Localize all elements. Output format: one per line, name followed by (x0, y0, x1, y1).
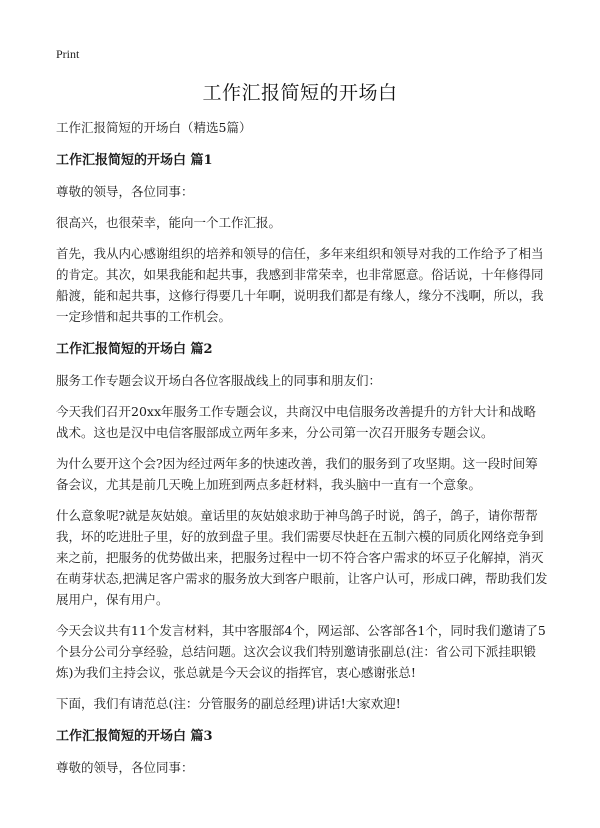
paragraph: 今天我们召开20xx年服务工作专题会议，共商汉中电信服务改善提升的方针大计和战略战术。这也是汉中电信客服部成立两年多来，分公司第一次召开服务专题会议。 (56, 404, 537, 440)
paragraph: 为什么要开这个会?因为经过两年多的快速改善，我们的服务到了攻坚期。这一段时间筹备会议，尤其是前几天晚上加班到两点多赶材料，我头脑中一直有一个意象。 (56, 456, 538, 492)
paragraph: 今天会议共有11个发言材料，其中客服部4个，网运部、公客部各1个，同时我们邀请了5个县分公司分享经验，总结问题。这次会议我们特别邀请张副总(注：省公司下派挂职锻炼)为我们主持会议，张总就是今天会议的指挥官，衷心感谢张总! (56, 623, 546, 680)
paragraph: 尊敬的领导，各位同事： (56, 184, 194, 199)
paragraph: 什么意象呢?就是灰姑娘。童话里的灰姑娘求助于神鸟鸽子时说，鸽子，鸽子，请你帮帮我，坏的吃进肚子里，好的放到盘子里。我们需要尽快赶在五制六模的同质化网络竞争到来之前，把服务的优势做出来，把服务过程中一切不符合客户需求的坏豆子化解掉，消灭在萌芽状态,把满足客户需求的服务放大到客户眼前，让客户认可，形成口碑，帮助我们发展用户，保有用户。 (56, 508, 548, 607)
section-heading-3: 工作汇报简短的开场白 篇3 (56, 729, 213, 744)
page-title: 工作汇报简短的开场白 (202, 82, 398, 104)
section-heading-1: 工作汇报简短的开场白 篇1 (56, 153, 213, 168)
paragraph: 服务工作专题会议开场白各位客服战线上的同事和朋友们： (56, 373, 382, 388)
paragraph: 首先，我从内心感谢组织的培养和领导的信任，多年来组织和领导对我的工作给予了相当的肯定。其次，如果我能和起共事，我感到非常荣幸，也非常愿意。俗话说，十年修得同船渡，能和起共事，这修行得要几十年啊，说明我们都是有缘人，缘分不浅啊，所以，我一定珍惜和起共事的工作机会。 (56, 246, 544, 324)
document-subtitle: 工作汇报简短的开场白（精选5篇） (56, 120, 252, 135)
paragraph: 很高兴，也很荣幸，能向一个工作汇报。 (56, 215, 282, 230)
document-body (56, 117, 548, 788)
paragraph: 尊敬的领导，各位同事： (56, 760, 194, 775)
print-link[interactable]: Print (56, 47, 80, 61)
section-heading-2: 工作汇报简短的开场白 篇2 (56, 342, 213, 357)
paragraph: 下面，我们有请范总(注：分管服务的副总经理)讲话!大家欢迎! (56, 696, 401, 711)
